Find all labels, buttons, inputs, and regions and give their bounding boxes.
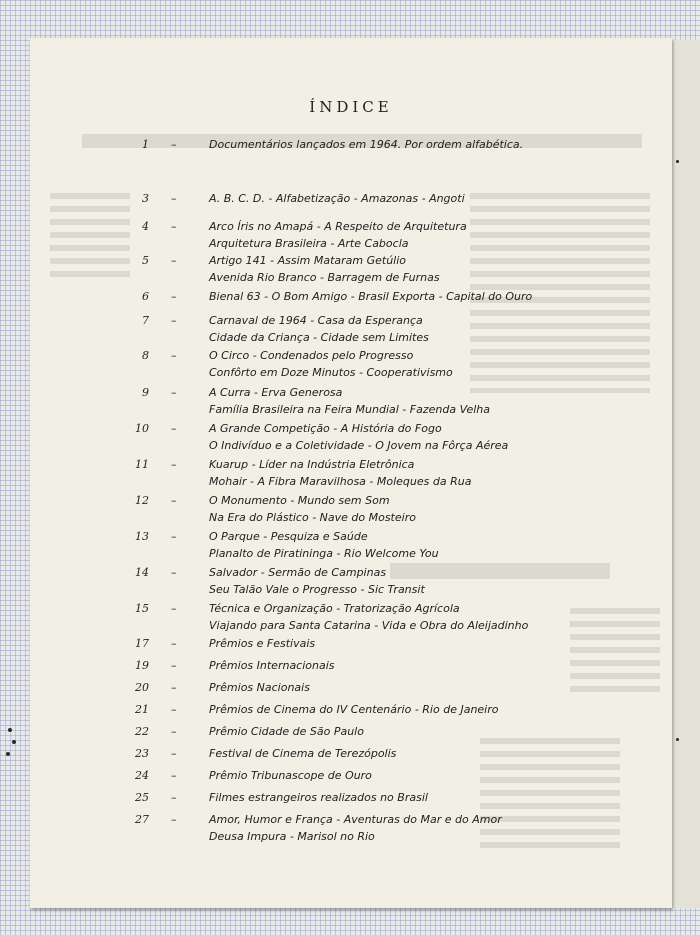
entry-titles xyxy=(209,136,523,153)
entry-dash: – xyxy=(171,192,177,205)
entry-page-number: 17 xyxy=(135,637,149,650)
binding-hole xyxy=(12,740,16,744)
entry-titles xyxy=(209,679,310,696)
entry-titles xyxy=(209,635,315,652)
entry-page-number: 6 xyxy=(142,290,149,303)
entry-title-line: Família Brasileira na Feira Mundial - Fazenda Velha xyxy=(209,403,490,416)
entry-page-number: 24 xyxy=(135,769,149,782)
show-through-block-1 xyxy=(50,193,130,283)
entry-dash: – xyxy=(171,314,177,327)
entry-page-number: 20 xyxy=(135,681,149,694)
entry-title-line: Artigo 141 - Assim Mataram Getúlio xyxy=(209,254,407,267)
entry-page-number: 23 xyxy=(135,747,149,760)
entry-title-line: Deusa Impura - Marisol no Rio xyxy=(209,830,375,843)
entry-titles xyxy=(209,564,425,598)
entry-dash: – xyxy=(171,290,177,303)
entry-page-number: 9 xyxy=(142,386,149,399)
entry-dash: – xyxy=(171,220,177,233)
entry-title-line: Arco Íris no Amapá - A Respeito de Arquitetura xyxy=(209,220,467,233)
entry-title-line: Cidade da Criança - Cidade sem Limites xyxy=(209,331,429,344)
entry-title-line: Prêmios e Festivais xyxy=(209,637,316,650)
entry-dash: – xyxy=(171,138,177,151)
entry-page-number: 13 xyxy=(135,530,149,543)
entry-dash: – xyxy=(171,349,177,362)
binding-hole xyxy=(6,752,10,756)
entry-dash: – xyxy=(171,254,177,267)
entry-title-line: Prêmios Internacionais xyxy=(209,659,335,672)
entry-dash: – xyxy=(171,769,177,782)
entry-page-number: 8 xyxy=(142,349,149,362)
entry-title-line: O Circo - Condenados pelo Progresso xyxy=(209,349,414,362)
show-through-block-4 xyxy=(570,608,660,698)
document-page xyxy=(30,38,672,908)
next-page-edge xyxy=(672,40,700,908)
entry-title-line: Festival de Cinema de Terezópolis xyxy=(209,747,397,760)
entry-title-line: Kuarup - Líder na Indústria Eletrônica xyxy=(209,458,415,471)
entry-page-number: 21 xyxy=(135,703,149,716)
entry-title-line: Prêmio Tribunascope de Ouro xyxy=(209,769,372,782)
entry-title-line: Prêmios de Cinema do IV Centenário - Rio de Janeiro xyxy=(209,703,499,716)
binding-hole xyxy=(8,728,12,732)
entry-page-number: 19 xyxy=(135,659,149,672)
index-title: ÍNDICE xyxy=(309,98,393,116)
entry-page-number: 1 xyxy=(142,138,149,151)
entry-titles xyxy=(209,789,428,806)
entry-title-line: Arquitetura Brasileira - Arte Cabocla xyxy=(209,237,409,250)
entry-titles xyxy=(209,723,364,740)
entry-title-line: O Monumento - Mundo sem Som xyxy=(209,494,390,507)
entry-title-line: Prêmio Cidade de São Paulo xyxy=(209,725,364,738)
entry-dash: – xyxy=(171,602,177,615)
entry-page-number: 22 xyxy=(135,725,149,738)
entry-title-line: Prêmios Nacionais xyxy=(209,681,310,694)
binding-hole xyxy=(676,160,679,163)
entry-title-line: A Curra - Erva Generosa xyxy=(209,386,343,399)
entry-dash: – xyxy=(171,422,177,435)
entry-titles xyxy=(209,420,508,454)
entry-titles xyxy=(209,190,465,207)
entry-page-number: 15 xyxy=(135,602,149,615)
entry-titles xyxy=(209,657,335,674)
entry-page-number: 14 xyxy=(135,566,149,579)
entry-page-number: 11 xyxy=(135,458,149,471)
entry-title-line: Mohair - A Fibra Maravilhosa - Moleques da Rua xyxy=(209,475,472,488)
entry-titles xyxy=(209,456,471,490)
entry-dash: – xyxy=(171,566,177,579)
entry-titles xyxy=(209,745,396,762)
entry-page-number: 10 xyxy=(135,422,149,435)
entry-dash: – xyxy=(171,791,177,804)
entry-title-line: A. B. C. D. - Alfabetização - Amazonas - Angoti xyxy=(209,192,465,205)
entry-titles xyxy=(209,347,453,381)
entry-title-line: Filmes estrangeiros realizados no Brasil xyxy=(209,791,428,804)
entry-dash: – xyxy=(171,530,177,543)
entry-titles xyxy=(209,701,499,718)
entry-dash: – xyxy=(171,637,177,650)
entry-title-line: Confôrto em Doze Minutos - Cooperativismo xyxy=(209,366,453,379)
entry-page-number: 7 xyxy=(142,314,149,327)
binding-hole xyxy=(676,738,679,741)
entry-title-line: O Indivíduo e a Coletividade - O Jovem na Fôrça Aérea xyxy=(209,439,509,452)
entry-title-line: Viajando para Santa Catarina - Vida e Obra do Aleijadinho xyxy=(209,619,529,632)
entry-title-line: O Parque - Pesquiza e Saúde xyxy=(209,530,368,543)
entry-dash: – xyxy=(171,725,177,738)
entry-title-line: Na Era do Plástico - Nave do Mosteiro xyxy=(209,511,416,524)
entry-titles xyxy=(209,492,416,526)
entry-page-number: 4 xyxy=(142,220,149,233)
entry-titles xyxy=(209,384,490,418)
entry-dash: – xyxy=(171,681,177,694)
entry-title-line: Seu Talão Vale o Progresso - Sic Transit xyxy=(209,583,425,596)
entry-dash: – xyxy=(171,659,177,672)
entry-page-number: 25 xyxy=(135,791,149,804)
entry-page-number: 12 xyxy=(135,494,149,507)
entry-titles xyxy=(209,312,429,346)
entry-dash: – xyxy=(171,813,177,826)
entry-title-line: Amor, Humor e França - Aventuras do Mar e do Amor xyxy=(209,813,502,826)
entry-title-line: Avenida Rio Branco - Barragem de Furnas xyxy=(209,271,440,284)
entry-dash: – xyxy=(171,386,177,399)
entry-dash: – xyxy=(171,747,177,760)
entry-titles xyxy=(209,252,440,286)
entry-title-line: A Grande Competição - A História do Fogo xyxy=(209,422,442,435)
entry-page-number: 5 xyxy=(142,254,149,267)
entry-page-number: 3 xyxy=(142,192,149,205)
entry-dash: – xyxy=(171,494,177,507)
entry-titles xyxy=(209,767,372,784)
entry-page-number: 27 xyxy=(135,813,149,826)
entry-title-line: Bienal 63 - O Bom Amigo - Brasil Exporta - Capital do Ouro xyxy=(209,290,533,303)
entry-titles xyxy=(209,288,532,305)
entry-title-line: Salvador - Sermão de Campinas xyxy=(209,566,387,579)
entry-title-line: Planalto de Piratininga - Rio Welcome You xyxy=(209,547,439,560)
entry-titles xyxy=(209,811,502,845)
entry-dash: – xyxy=(171,458,177,471)
entry-title-line: Carnaval de 1964 - Casa da Esperança xyxy=(209,314,423,327)
entry-titles xyxy=(209,528,439,562)
entry-title-line: Documentários lançados em 1964. Por ordem alfabética. xyxy=(209,138,524,151)
entry-titles xyxy=(209,218,467,252)
entry-titles xyxy=(209,600,528,634)
entry-title-line: Técnica e Organização - Tratorização Agrícola xyxy=(209,602,460,615)
entry-dash: – xyxy=(171,703,177,716)
